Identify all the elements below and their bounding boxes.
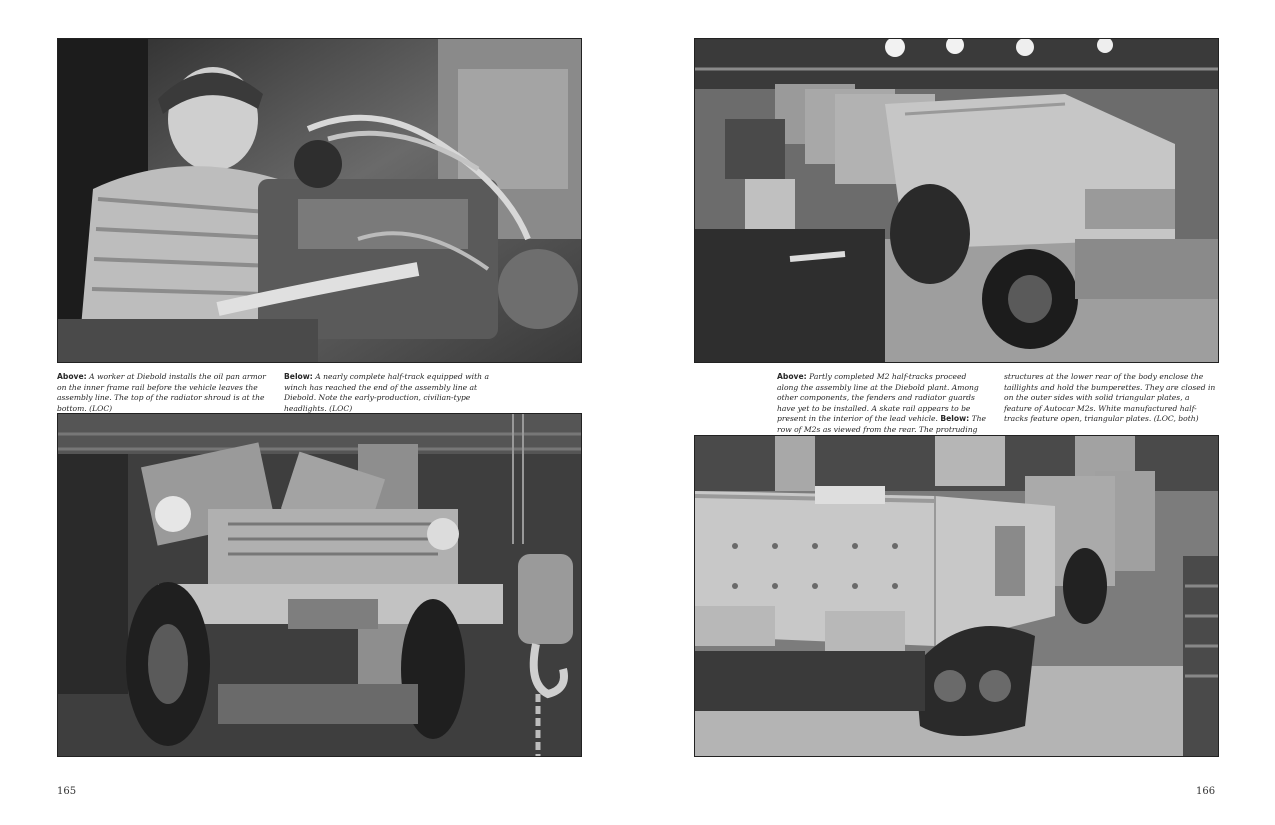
photo-m2s-rear-view-image xyxy=(695,436,1218,756)
caption-right-below-lead: Below: xyxy=(940,414,970,423)
caption-right-below-text: The row of M2s as viewed from the rear. The protruding xyxy=(777,414,987,434)
caption-left-above xyxy=(57,372,269,414)
caption-right-col2 xyxy=(1004,372,1218,425)
photo-worker-engine-image xyxy=(58,39,581,362)
caption-right-above-text: Partly completed M2 half-tracks proceed along the assembly line at the Diebold plant. Among other components, the fenders and radiator guards have yet to be installed. A skate rail appears to be present in the interior of the lead vehicle. xyxy=(777,372,979,423)
photo-m2s-rear-view xyxy=(694,435,1219,757)
caption-left-above-lead: Above: xyxy=(57,372,87,381)
caption-left-below-text: A nearly complete half-track equipped with a winch has reached the end of the assembly line at Diebold. Note the early-production, civilian-type headlights. (LOC) xyxy=(284,372,489,413)
caption-left-above-text: A worker at Diebold installs the oil pan armor on the inner frame rail before the vehicle leaves the assembly line. The top of the radiator shroud is at the bottom. (LOC) xyxy=(57,372,266,413)
photo-worker-engine xyxy=(57,38,582,363)
photo-halftracks-assembly-line xyxy=(694,38,1219,363)
photo-halftrack-winch-image xyxy=(58,414,581,756)
caption-left-below-lead: Below: xyxy=(284,372,313,381)
photo-halftrack-winch xyxy=(57,413,582,757)
caption-right-col1 xyxy=(777,372,989,435)
page-number-right: 166 xyxy=(1196,786,1216,797)
page-number-left: 165 xyxy=(57,786,77,797)
caption-left-below xyxy=(284,372,494,414)
caption-right-col2-text: structures at the lower rear of the body enclose the taillights and hold the bumperettes. They are closed in on the outer sides with solid triangular plates, a feature of Autocar M2s. White manufactured half-tracks feature open, triangular plates. (LOC, both) xyxy=(1004,372,1216,423)
photo-halftracks-assembly-line-image xyxy=(695,39,1218,362)
caption-right-above-lead: Above: xyxy=(777,372,807,381)
